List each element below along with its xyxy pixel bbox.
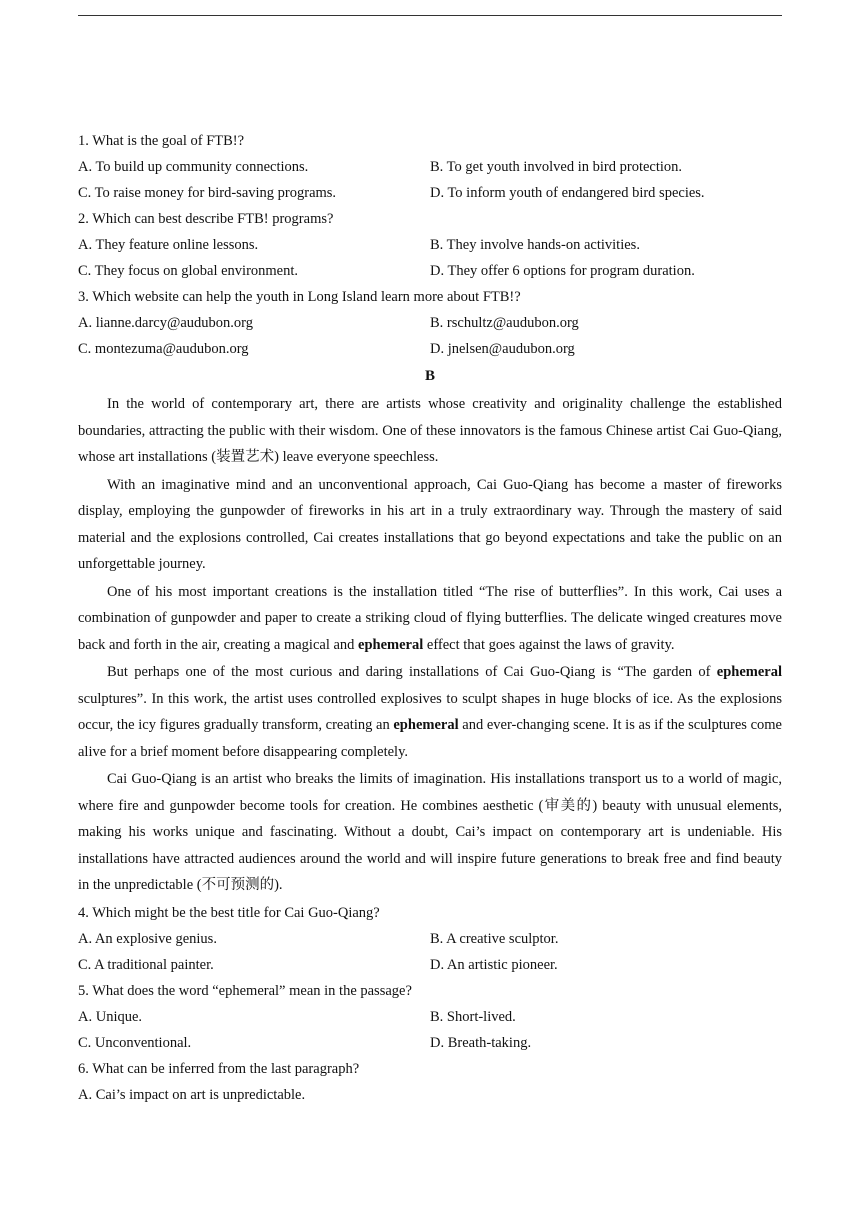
option-d: D. They offer 6 options for program duration. [430,263,695,279]
option-row [78,154,782,180]
header-rule [78,15,782,16]
option-c: C. montezuma@audubon.org [78,341,249,357]
option-d: D. An artistic pioneer. [430,956,558,973]
paragraph-text: effect that goes against the laws of gravity. [423,636,675,653]
paragraph-2 [78,472,782,578]
option-row [78,1030,782,1056]
question-stem: 6. What can be inferred from the last paragraph? [78,1060,360,1077]
option-row [78,1004,782,1030]
option-row [78,180,782,206]
option-c: C. A traditional painter. [78,956,214,973]
option-a: A. An explosive genius. [78,930,217,947]
option-row [78,232,782,258]
option-b: B. They involve hands-on activities. [430,237,640,253]
option-row [78,258,782,284]
question-stem: 1. What is the goal of FTB!? [78,133,245,149]
paragraph-5 [78,766,782,899]
option-a: A. They feature online lessons. [78,237,259,253]
option-a: A. Unique. [78,1008,143,1025]
bold-word: ephemeral [358,636,424,653]
paragraph-text: sculptures”. In this work, the artist uses controlled explosives to sculpt shapes in huge blocks of ice. As the explosions occur, the icy figures gradually transform, creating an [78,690,782,733]
option-b: B. rschultz@audubon.org [430,315,579,331]
bold-word: ephemeral [716,664,782,680]
question-stem: 3. Which website can help the youth in Long Island learn more about FTB!? [78,289,521,305]
paragraph-text: and ever-changing scene. It is as if the sculptures come alive for a brief moment before disappearing completely. [78,717,782,760]
option-d: D. Breath-taking. [430,1034,532,1051]
option-a: A. lianne.darcy@audubon.org [78,315,253,331]
section-title: B [424,368,435,384]
paragraph-text: But perhaps one of the most curious and daring installations of Cai Guo-Qiang is “The garden of [107,664,717,680]
question-stem: 4. Which might be the best title for Cai Guo-Qiang? [78,904,380,921]
question-stem: 2. Which can best describe FTB! programs? [78,211,334,227]
option-row [78,952,782,978]
option-d: D. To inform youth of endangered bird species. [430,185,705,201]
paragraph-text: Cai Guo-Qiang is an artist who breaks the limits of imagination. His installations transport us to a world of magic, where fire and gunpowder become tools for creation. He combines aesthetic (审美的) beauty with unusual elements, making his works unique and fascinating. Without a doubt, Cai’s impact on contemporary art is undeniable. His installations have attracted audiences around the world and will inspire future generations to break free and find beauty in the unpredictable (不可预测的). [78,771,782,893]
option-c: C. Unconventional. [78,1034,192,1051]
paragraph-1 [78,391,782,471]
option-a: A. Cai’s impact on art is unpredictable. [78,1086,306,1103]
option-b: B. A creative sculptor. [430,930,559,947]
option-b: B. To get youth involved in bird protection. [430,159,683,175]
bold-word: ephemeral [393,717,459,733]
question-stem: 5. What does the word “ephemeral” mean in the passage? [78,982,412,999]
option-b: B. Short-lived. [430,1008,516,1025]
paragraph-3 [78,579,782,659]
paragraph-4 [78,659,782,765]
option-d: D. jnelsen@audubon.org [430,341,575,357]
option-row [78,336,782,362]
option-row [78,310,782,336]
paragraph-text: One of his most important creations is the installation titled “The rise of butterflies”. In this work, Cai uses a combination of gunpowder and paper to create a striking cloud of flying butterflies. The delicate winged creatures move back and forth in the air, creating a magical and [78,583,782,653]
paragraph-text: With an imaginative mind and an unconventional approach, Cai Guo-Qiang has become a master of fireworks display, employing the gunpowder of fireworks in his art in a truly extraordinary way. Through the mastery of said material and the explosions controlled, Cai creates installations that go beyond expectations and take the public on an unforgettable journey. [78,476,782,572]
option-c: C. They focus on global environment. [78,263,299,279]
option-a: A. To build up community connections. [78,159,309,175]
option-row [78,926,782,952]
document-body [78,128,782,1108]
option-c: C. To raise money for bird-saving programs. [78,185,337,201]
paragraph-text: In the world of contemporary art, there are artists whose creativity and originality challenge the established boundaries, attracting the public with their wisdom. One of these innovators is the famous Chinese artist Cai Guo-Qiang, whose art installations (装置艺术) leave everyone speechless. [78,396,782,465]
